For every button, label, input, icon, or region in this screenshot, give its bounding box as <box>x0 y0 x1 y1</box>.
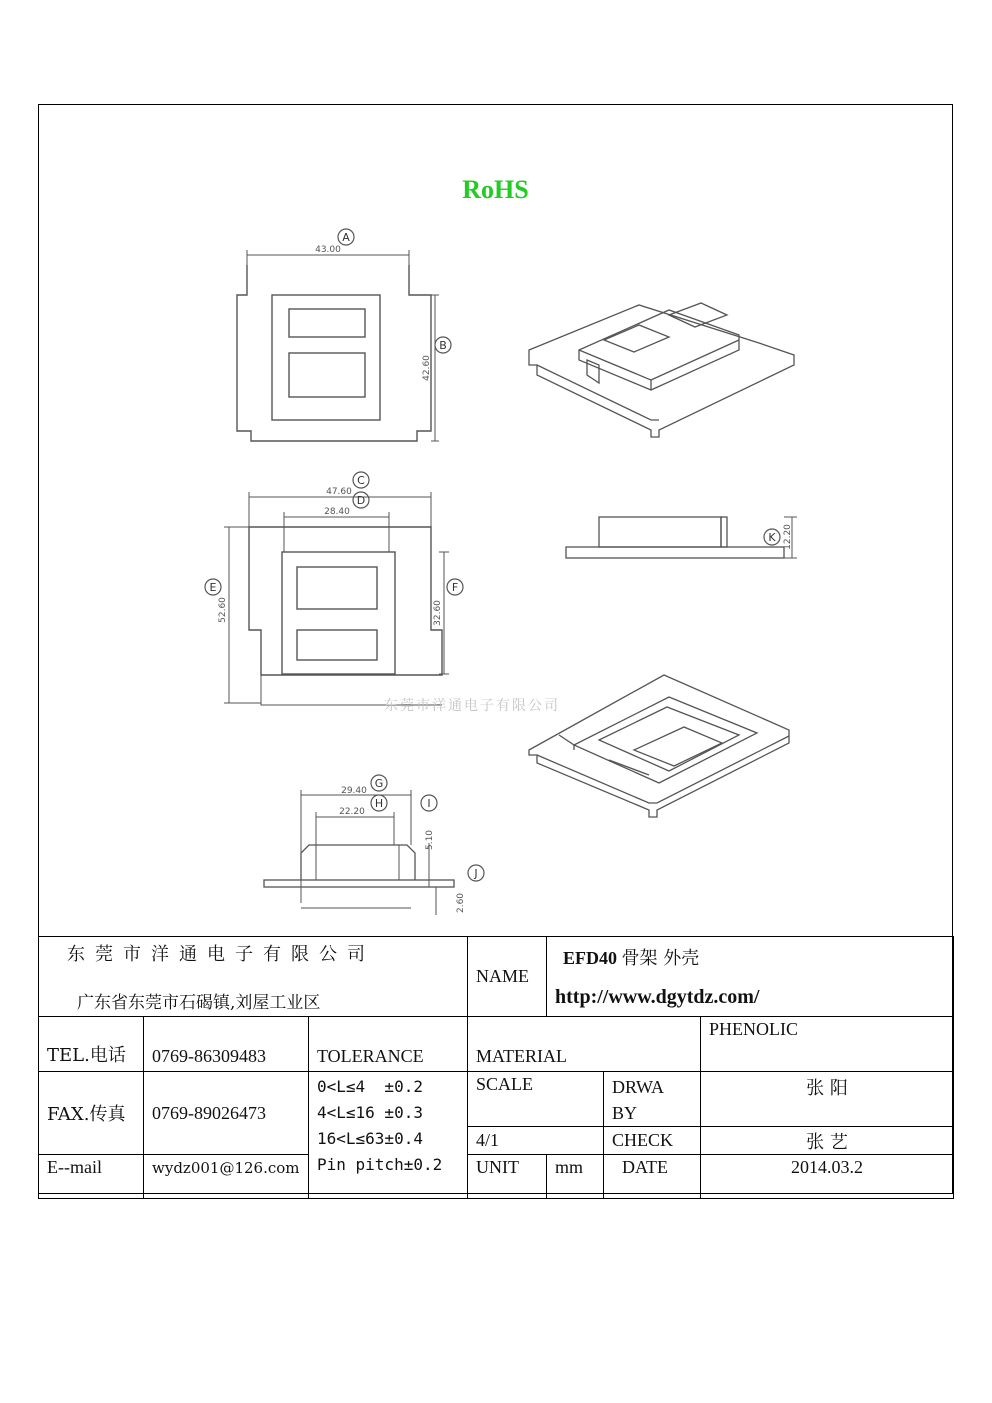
company-address: 广东省东莞市石碣镇,刘屋工业区 <box>77 993 321 1013</box>
tolerance-row-3: 16<L≤63±0.4 <box>317 1129 423 1148</box>
dim-b-label: B <box>439 339 447 352</box>
website-link[interactable]: http://www.dgytdz.com/ <box>555 986 760 1008</box>
dim-d-label: D <box>356 494 366 507</box>
dim-d-value: 28.40 <box>324 507 350 517</box>
tolerance-values <box>309 1072 468 1199</box>
dim-g-label: G <box>374 777 384 790</box>
scale-label: SCALE <box>468 1072 604 1127</box>
side-view <box>566 517 797 558</box>
technical-drawing <box>39 215 951 915</box>
tolerance-row-4: Pin pitch±0.2 <box>317 1155 443 1174</box>
drawn-by-line-2: BY <box>612 1103 638 1123</box>
part-code: EFD40 <box>563 948 617 968</box>
tolerance-row-2: 4<L≤16 ±0.3 <box>317 1103 423 1122</box>
fax-label: FAX.传真 <box>39 1072 144 1155</box>
dim-k-value: 12.20 <box>783 524 793 550</box>
dim-h-value: 22.20 <box>339 807 365 817</box>
dim-c-value: 47.60 <box>326 487 352 497</box>
unit-value: mm <box>547 1155 604 1199</box>
check-value: 张 艺 <box>701 1127 954 1155</box>
email-label: E--mail <box>39 1155 144 1199</box>
name-label: NAME <box>468 937 547 1017</box>
company-cell <box>39 937 468 1017</box>
material-value: PHENOLIC <box>701 1017 954 1072</box>
check-label: CHECK <box>604 1127 701 1155</box>
part-description: 骨架 外壳 <box>621 948 700 969</box>
isometric-view-top <box>529 303 794 437</box>
tel-label: TEL.电话 <box>39 1017 144 1072</box>
drawn-by-value: 张 阳 <box>701 1072 954 1127</box>
drawn-by-line-1: DRWA <box>612 1077 665 1097</box>
tolerance-row-1: 0<L≤4 ±0.2 <box>317 1077 423 1096</box>
watermark: 东莞市洋通电子有限公司 <box>384 698 560 714</box>
date-value: 2014.03.2 <box>701 1155 954 1199</box>
dim-g-value: 29.40 <box>341 786 367 796</box>
dim-c-label: C <box>357 474 365 487</box>
dim-b-value: 42.60 <box>422 355 432 381</box>
dim-j-label: J <box>474 867 478 880</box>
fax-value: 0769-89026473 <box>144 1072 309 1155</box>
isometric-view-bottom <box>529 675 789 817</box>
email-value[interactable]: wydz001@126.com <box>144 1155 309 1199</box>
dim-j-value: 2.60 <box>456 892 466 914</box>
dim-e-value: 52.60 <box>218 597 228 623</box>
dim-a-label: A <box>342 231 350 244</box>
dim-i-label: I <box>427 797 431 810</box>
tolerance-label: TOLERANCE <box>309 1017 468 1072</box>
scale-value: 4/1 <box>468 1127 604 1155</box>
dim-i-value: 5.10 <box>425 829 435 851</box>
dim-k-label: K <box>768 531 776 544</box>
rohs-title: RoHS <box>462 175 529 204</box>
tel-value: 0769-86309483 <box>144 1017 309 1072</box>
unit-label: UNIT <box>468 1155 547 1199</box>
dim-e-label: E <box>209 581 217 594</box>
dim-f-label: F <box>451 581 459 594</box>
company-name: 东莞市洋通电子有限公司 <box>67 944 375 965</box>
dim-a-value: 43.00 <box>315 245 341 255</box>
date-label: DATE <box>604 1155 701 1199</box>
name-cell <box>547 937 954 1017</box>
title-block <box>38 936 954 1199</box>
material-label: MATERIAL <box>468 1017 701 1072</box>
drawn-by-label <box>604 1072 701 1127</box>
bottom-view <box>264 775 484 915</box>
top-view <box>237 229 451 441</box>
dim-f-value: 32.60 <box>433 600 443 626</box>
dim-h-label: H <box>374 797 384 810</box>
